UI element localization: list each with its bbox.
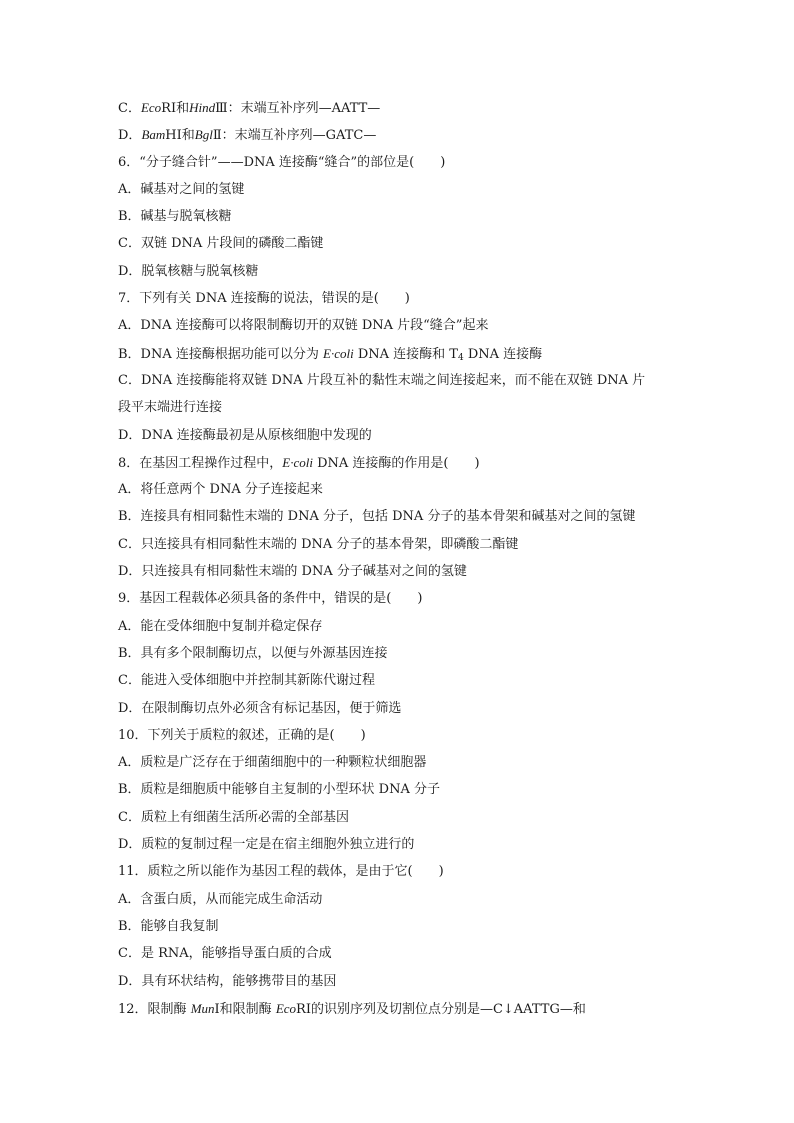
q8-stem: 8．在基因工程操作过程中，E·coli DNA 连接酶的作用是( ) xyxy=(118,454,480,471)
q8-option-a: A．将任意两个 DNA 分子连接起来 xyxy=(118,482,323,498)
q9-option-c: C．能进入受体细胞中并控制其新陈代谢过程 xyxy=(118,673,375,689)
q9-option-d: D．在限制酶切点外必须含有标记基因，便于筛选 xyxy=(118,700,402,716)
q11-option-b: B．能够自我复制 xyxy=(118,918,219,934)
q11-option-c: C．是 RNA，能够指导蛋白质的合成 xyxy=(118,946,332,962)
q7-stem: 7．下列有关 DNA 连接酶的说法，错误的是( ) xyxy=(118,291,410,307)
q8-option-c: C．只连接具有相同黏性末端的 DNA 分子的基本骨架，即磷酸二酯键 xyxy=(118,536,519,552)
q11-option-d: D．具有环状结构，能够携带目的基因 xyxy=(118,973,337,989)
q7-option-d: D．DNA 连接酶最初是从原核细胞中发现的 xyxy=(118,427,372,443)
q9-option-a: A．能在受体细胞中复制并稳定保存 xyxy=(118,618,323,634)
question-list xyxy=(118,94,678,1022)
q6-option-d: D．脱氧核糖与脱氧核糖 xyxy=(118,263,259,279)
q8-option-b: B．连接具有相同黏性末端的 DNA 分子，包括 DNA 分子的基本骨架和碱基对之间的氢键 xyxy=(118,509,636,525)
q10-option-a: A．质粒是广泛存在于细菌细胞中的一种颗粒状细胞器 xyxy=(118,755,427,771)
q10-option-c: C．质粒上有细菌生活所必需的全部基因 xyxy=(118,809,349,825)
q6-option-c: C．双链 DNA 片段间的磷酸二酯键 xyxy=(118,236,324,252)
q6-option-a: A．碱基对之间的氢键 xyxy=(118,181,245,197)
q5-option-c: C．EcoRⅠ和HindⅢ：末端互补序列—AATT— xyxy=(118,100,381,116)
q7-option-c-line2: 段平末端进行连接 xyxy=(118,400,223,416)
q11-option-a: A．含蛋白质，从而能完成生命活动 xyxy=(118,891,323,907)
q9-option-b: B．具有多个限制酶切点，以便与外源基因连接 xyxy=(118,645,388,661)
q10-option-d: D．质粒的复制过程一定是在宿主细胞外独立进行的 xyxy=(118,837,415,853)
q7-option-a: A．DNA 连接酶可以将限制酶切开的双链 DNA 片段“缝合”起来 xyxy=(118,318,489,334)
q6-option-b: B．碱基与脱氧核糖 xyxy=(118,209,232,225)
q6-stem: 6．“分子缝合针”——DNA 连接酶“缝合”的部位是( ) xyxy=(118,154,446,170)
q7-option-b: B．DNA 连接酶根据功能可以分为 E·coli DNA 连接酶和 $T_4$ DNA 连接酶 xyxy=(118,345,543,363)
q8-option-d: D．只连接具有相同黏性末端的 DNA 分子碱基对之间的氢键 xyxy=(118,564,467,580)
q11-stem: 11．质粒之所以能作为基因工程的载体，是由于它( ) xyxy=(118,864,444,880)
q10-option-b: B．质粒是细胞质中能够自主复制的小型环状 DNA 分子 xyxy=(118,782,441,798)
q7-option-c-line1: C．DNA 连接酶能将双链 DNA 片段互补的黏性末端之间连接起来，而不能在双链 DNA 片 xyxy=(118,372,646,388)
q9-stem: 9．基因工程载体必须具备的条件中，错误的是( ) xyxy=(118,591,423,607)
q10-stem: 10．下列关于质粒的叙述，正确的是( ) xyxy=(118,727,366,743)
q12-stem: 12．限制酶 MunⅠ和限制酶 EcoRⅠ的识别序列及切割位点分别是—C↓AATTG—和 xyxy=(118,1000,586,1017)
q5-option-d: D．BamHⅠ和BglⅡ：末端互补序列—GATC— xyxy=(118,127,377,144)
